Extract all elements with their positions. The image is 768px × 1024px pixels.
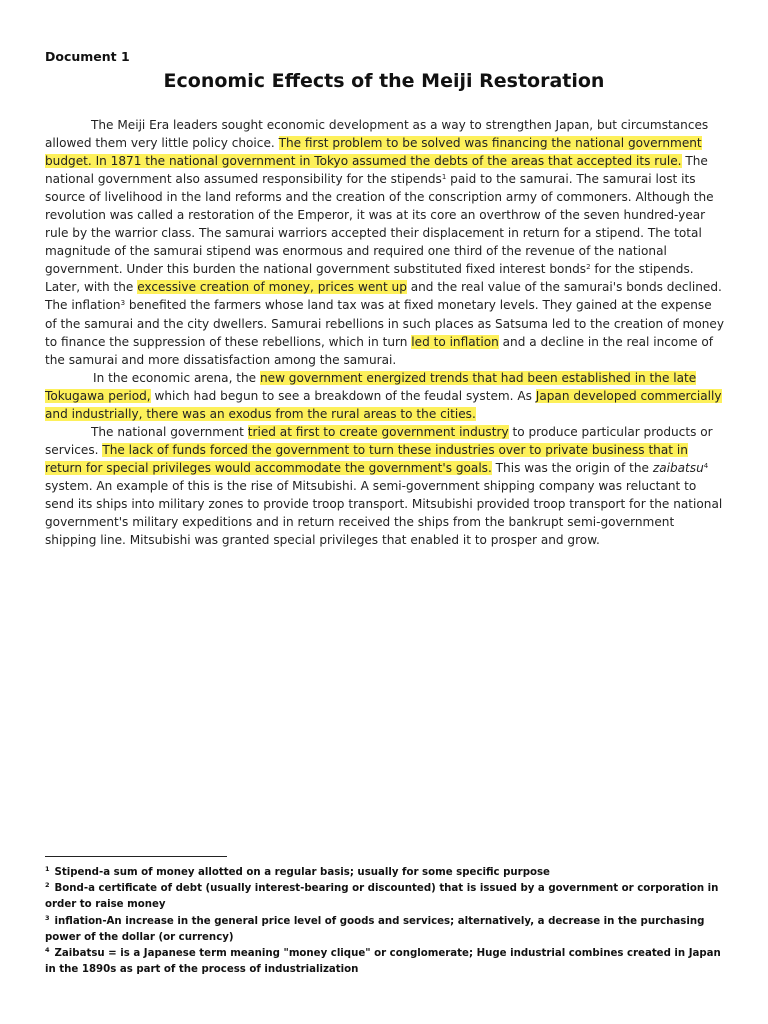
footnote-number: 3 [45, 913, 50, 922]
footnote-text: Zaibatsu = is a Japanese term meaning "money clique" or conglomerate; Huge industrial combines created in Japan in the 1890s as part of the process of industrialization [45, 948, 721, 976]
paragraph [45, 423, 725, 549]
highlighted-text: led to inflation [411, 334, 499, 349]
body-text [45, 116, 725, 549]
footnote-ref: 4 [703, 461, 709, 470]
text-run: to produce particular products or services. [45, 424, 713, 457]
footnote-ref: 3 [120, 299, 126, 308]
italic-term: zaibatsu [652, 460, 704, 475]
highlighted-text: The first problem to be solved was financing the national government budget. In 1871 the national government in Tokyo assumed the debts of the areas that accepted its rule. [45, 136, 702, 169]
highlighted-text: The lack of funds forced the government to turn these industries over to private business that in return for special privileges would accommodate the government's goals. [45, 442, 688, 475]
text-run: benefited the farmers whose land tax was at fixed monetary levels. They gained at the expense of the samurai and the city dwellers. Samurai rebellions in such places as Satsuma led to the creation of money to finance the suppression of these rebellions, which in turn [45, 298, 725, 349]
text-run: paid to the samurai. The samurai lost its source of livelihood in the land reforms and the creation of the conscription army of commoners. Although the revolution was called a restoration of the Emperor, it was at its core an overthrow of the seven hundred-year rule by the warrior class. The samurai warriors accepted their displacement in return for a stipend. The total magnitude of the samurai stipend was enormous and required one third of the revenue of the national government. Under this burden the national government substituted fixed interest bonds [45, 172, 714, 277]
text-run: and the real value of the samurai's bonds declined. The inflation [45, 280, 722, 313]
document-label: Document 1 [45, 49, 130, 64]
highlighted-text: tried at first to create government industry [247, 424, 509, 439]
text-run: which had begun to see a breakdown of the feudal system. As [150, 388, 536, 403]
footnote-number: 1 [45, 865, 50, 873]
footnote-number: 2 [45, 881, 50, 890]
footnote-ref: 1 [441, 173, 447, 182]
text-run: and a decline in the real income of the samurai and more dissatisfaction among the samurai. [45, 334, 714, 367]
footnote-text: Stipend-a sum of money allotted on a regular basis; usually for some specific purpose [54, 867, 550, 878]
footnote [45, 914, 730, 946]
text-run: The national government also assumed responsibility for the stipends [45, 154, 708, 187]
text-run: This was the origin of the [491, 460, 653, 475]
highlighted-text: new government energized trends that had been established in the late Tokugawa period, [45, 370, 697, 403]
footnote [45, 865, 730, 881]
paragraph [45, 369, 725, 423]
footnotes [45, 865, 730, 978]
footnote-number: 4 [45, 946, 50, 955]
footnote-divider [45, 856, 227, 857]
footnote-text: Bond-a certificate of debt (usually interest-bearing or discounted) that is issued by a government or corporation in order to raise money [45, 883, 719, 911]
highlighted-text: excessive creation of money, prices went up [137, 280, 407, 295]
text-run: system. An example of this is the rise of Mitsubishi. A semi-government shipping company was reluctant to send its ships into military zones to provide troop transport. Mitsubishi provided troop transport for the national government's military expeditions and in return received the ships from the bankrupt semi-government shipping line. Mitsubishi was granted special privileges that enabled it to prosper and grow. [45, 478, 723, 548]
text-run: The Meiji Era leaders sought economic development as a way to strengthen Japan, but circumstances allowed them very little policy choice. [45, 118, 709, 151]
footnote-text: inflation-An increase in the general price level of goods and services; alternatively, a decrease in the purchasing power of the dollar (or currency) [45, 915, 705, 943]
footnote [45, 881, 730, 913]
footnote-ref: 2 [586, 263, 591, 272]
text-run: In the economic arena, the [93, 370, 260, 385]
text-run: The national government [91, 424, 248, 439]
footnote [45, 946, 730, 978]
paragraph [45, 116, 725, 369]
highlighted-text: Japan developed commercially and industrially, there was an exodus from the rural areas to the cities. [45, 388, 722, 421]
document-title: Economic Effects of the Meiji Restoration [163, 70, 605, 92]
text-run: for the stipends. Later, with the [45, 262, 694, 295]
